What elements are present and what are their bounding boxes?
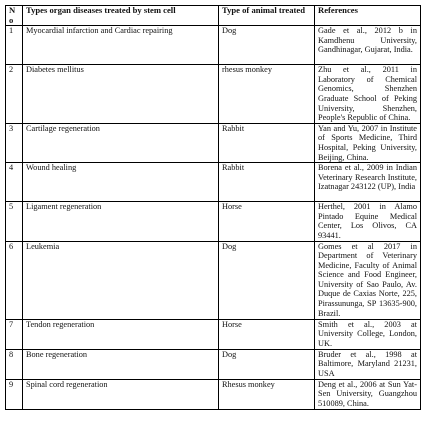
reference-cell: Yan and Yu, 2007 in Institute of Sports Medicine, Third Hospital, Peking University, Beijing, China. [315, 123, 421, 162]
reference-cell: Herthel, 2001 in Alamo Pintado Equine Medical Center, Los Olivos, CA 93441. [315, 202, 421, 241]
reference-cell: Zhu et al., 2011 in Laboratory of Chemical Genomics, Shenzhen Graduate School of Peking University, Shenzhen, People's Republic of China. [315, 65, 421, 124]
reference-cell: Borena et al., 2009 in Indian Veterinary Research Institute, Izatnagar 243122 (UP), India [315, 163, 421, 202]
table-row [6, 163, 421, 202]
animal-cell: Horse [219, 202, 315, 241]
table-row [6, 319, 421, 349]
table-row [6, 26, 421, 65]
disease-cell: Ligament regeneration [23, 202, 219, 241]
disease-cell: Bone regeneration [23, 349, 219, 379]
reference-cell: Smith et al., 2003 at University College, London, UK. [315, 319, 421, 349]
reference-cell: Bruder et al., 1998 at Baltimore, Maryland 21231, USA [315, 349, 421, 379]
table-row [6, 123, 421, 162]
row-number: 1 [6, 26, 23, 65]
reference-cell: Gade et al., 2012 b in Kamdhenu University, Gandhinagar, Gujarat, India. [315, 26, 421, 65]
reference-cell: Deng et al., 2006 at Sun Yat-Sen University, Guangzhou 510089, China. [315, 379, 421, 409]
row-number: 5 [6, 202, 23, 241]
table-row [6, 379, 421, 409]
row-number: 7 [6, 319, 23, 349]
animal-cell: Dog [219, 241, 315, 319]
table-row [6, 349, 421, 379]
stem-cell-table-container [5, 5, 420, 410]
header-disease: Types organ diseases treated by stem cell [23, 6, 219, 26]
disease-cell: Leukemia [23, 241, 219, 319]
animal-cell: Horse [219, 319, 315, 349]
row-number: 4 [6, 163, 23, 202]
disease-cell: Cartilage regeneration [23, 123, 219, 162]
animal-cell: Rabbit [219, 123, 315, 162]
disease-cell: Spinal cord regeneration [23, 379, 219, 409]
header-no: No [6, 6, 23, 26]
disease-cell: Wound healing [23, 163, 219, 202]
header-references: References [315, 6, 421, 26]
table-header-row [6, 6, 421, 26]
stem-cell-treatment-table [5, 5, 421, 410]
animal-cell: Rabbit [219, 163, 315, 202]
animal-cell: Dog [219, 26, 315, 65]
animal-cell: Dog [219, 349, 315, 379]
disease-cell: Diabetes mellitus [23, 65, 219, 124]
row-number: 3 [6, 123, 23, 162]
row-number: 8 [6, 349, 23, 379]
row-number: 2 [6, 65, 23, 124]
row-number: 6 [6, 241, 23, 319]
disease-cell: Tendon regeneration [23, 319, 219, 349]
header-animal: Type of animal treated [219, 6, 315, 26]
reference-cell: Gomes et al 2017 in Department of Veterinary Medicine, Faculty of Animal Science and Food Engineer, University of Sao Paulo, Av. Duque de Caxias Norte, 225, Pirassununga, SP 13635-900, Brazil. [315, 241, 421, 319]
table-row [6, 202, 421, 241]
table-row [6, 65, 421, 124]
row-number: 9 [6, 379, 23, 409]
disease-cell: Myocardial infarction and Cardiac repairing [23, 26, 219, 65]
table-row [6, 241, 421, 319]
animal-cell: Rhesus monkey [219, 379, 315, 409]
animal-cell: rhesus monkey [219, 65, 315, 124]
